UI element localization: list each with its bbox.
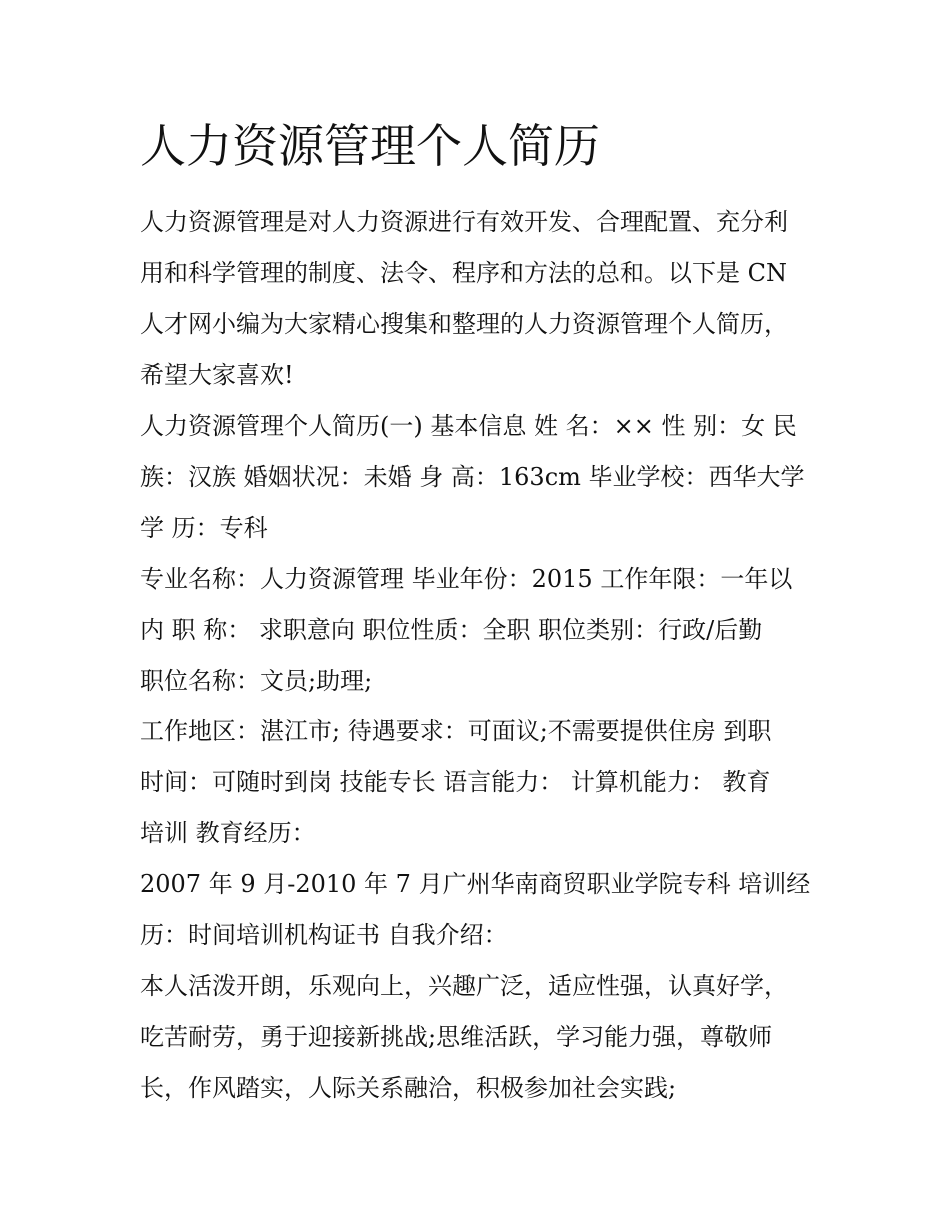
body-line: 职位名称：文员;助理;	[140, 667, 373, 695]
body-line: 时间：可随时到岗 技能专长 语言能力： 计算机能力： 教育	[140, 768, 771, 796]
body-line: 本人活泼开朗，乐观向上，兴趣广泛，适应性强，认真好学，	[140, 972, 788, 1000]
body-line: 学 历：专科	[140, 514, 268, 542]
body-line: 族：汉族 婚姻状况：未婚 身 高：163cm 毕业学校：西华大学	[140, 463, 805, 491]
body-line: 希望大家喜欢!	[140, 361, 294, 389]
document-title: 人力资源管理个人简历	[140, 119, 600, 173]
body-line: 历：时间培训机构证书 自我介绍：	[140, 921, 508, 949]
body-line: 专业名称：人力资源管理 毕业年份：2015 工作年限：一年以	[140, 565, 793, 593]
body-line: 用和科学管理的制度、法令、程序和方法的总和。以下是 CN	[140, 259, 787, 287]
body-line: 人力资源管理是对人力资源进行有效开发、合理配置、充分利	[140, 208, 788, 236]
body-line: 人才网小编为大家精心搜集和整理的人力资源管理个人简历，	[140, 310, 788, 338]
body-line: 内 职 称： 求职意向 职位性质：全职 职位类别：行政/后勤	[140, 616, 763, 644]
body-line: 培训 教育经历：	[140, 819, 316, 847]
body-line: 吃苦耐劳，勇于迎接新挑战;思维活跃，学习能力强，尊敬师	[140, 1023, 773, 1051]
body-line: 2007 年 9 月-2010 年 7 月广州华南商贸职业学院专科 培训经	[140, 870, 811, 898]
body-line: 工作地区：湛江市; 待遇要求：可面议;不需要提供住房 到职	[140, 717, 772, 745]
body-line: 长，作风踏实，人际关系融洽，积极参加社会实践;	[140, 1074, 677, 1102]
body-line: 人力资源管理个人简历(一) 基本信息 姓 名：×× 性 别：女 民	[140, 412, 797, 440]
